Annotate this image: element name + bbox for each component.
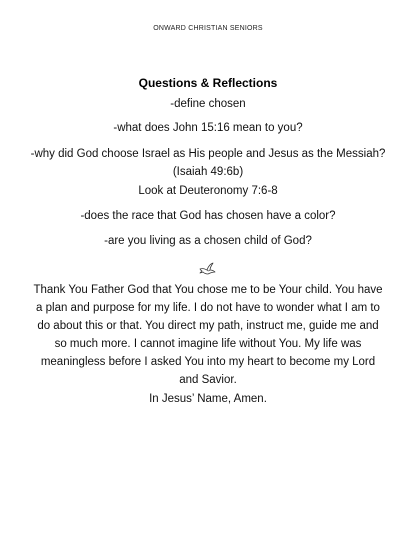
prayer-line: a plan and purpose for my life. I do not have to wonder what I am to (36, 302, 380, 314)
prayer-line: meaningless before I asked You into my heart to become my Lord (40, 356, 376, 368)
question-line: -define chosen (170, 98, 246, 110)
prayer-line: so much more. I cannot imagine life without You. My life was (54, 338, 362, 350)
prayer-line: Thank You Father God that You chose me to be Your child. You have (33, 284, 383, 296)
prayer-closing: In Jesus’ Name, Amen. (149, 393, 267, 405)
organization-header: ONWARD CHRISTIAN SENIORS (153, 25, 263, 32)
dove-icon (198, 262, 216, 276)
question-line: Look at Deuteronomy 7:6-8 (138, 185, 278, 197)
question-line: -what does John 15:16 mean to you? (113, 122, 303, 134)
question-line: -does the race that God has chosen have a color? (80, 210, 336, 222)
prayer-line: do about this or that. You direct my path, instruct me, guide me and (37, 320, 379, 332)
question-line: -are you living as a chosen child of God? (104, 235, 312, 247)
prayer-line: and Savior. (179, 374, 237, 386)
section-title: Questions & Reflections (138, 76, 278, 90)
question-line: -why did God choose Israel as His people and Jesus as the Messiah? (30, 148, 386, 160)
question-line: (Isaiah 49:6b) (172, 166, 244, 178)
